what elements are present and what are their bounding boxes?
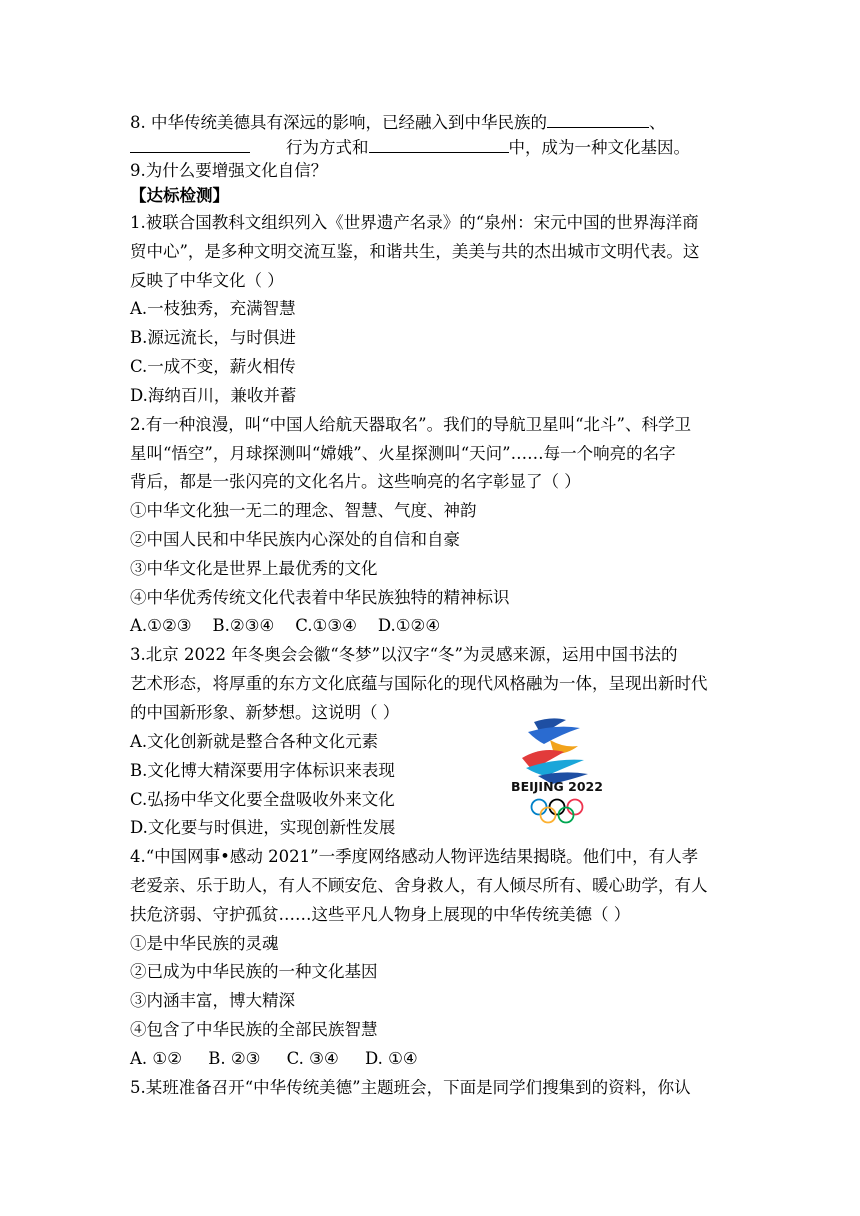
q3-line-3: 的中国新形象、新梦想。这说明（ ） [130, 703, 400, 722]
q8-blank-2 [130, 135, 250, 153]
beijing-2022-emblem [492, 714, 622, 829]
q2-item-2: ②中国人民和中华民族内心深处的自信和自豪 [130, 530, 460, 549]
q4-item-3: ③内涵丰富，博大精深 [130, 991, 295, 1010]
q8-blank-3 [369, 135, 509, 153]
q4-line-1: 4.“中国网事•感动 2021”一季度网络感动人物评选结果揭晓。他们中，有人孝 [130, 847, 699, 866]
q2-answers: A.①②③ B.②③④ C.①③④ D.①②④ [130, 616, 441, 635]
q8-line-2 [130, 135, 740, 159]
q1-option-d: D.海纳百川，兼收并蓄 [130, 386, 297, 405]
q8-text-1: 8. 中华传统美德具有深远的影响，已经融入到中华民族的 [130, 113, 547, 132]
q2-item-3: ③中华文化是世界上最优秀的文化 [130, 559, 378, 578]
q3-option-a: A.文化创新就是整合各种文化元素 [130, 732, 379, 751]
q8-line-1 [130, 110, 740, 134]
q9-text: 9.为什么要增强文化自信？ [130, 161, 328, 180]
q3-option-c: C.弘扬中华文化要全盘吸收外来文化 [130, 790, 395, 809]
olympic-ring-blue [532, 800, 547, 815]
olympic-ring-green [559, 808, 574, 823]
q3-option-b: B.文化博大精深要用字体标识来表现 [130, 761, 395, 780]
olympic-ring-black [550, 800, 565, 815]
q4-item-1: ①是中华民族的灵魂 [130, 934, 279, 953]
beijing-2022-emblem-icon [492, 714, 622, 829]
q1-line-1: 1.被联合国教科文组织列入《世界遗产名录》的“泉州：宋元中国的世界海洋商 [130, 213, 699, 232]
olympic-ring-red [568, 800, 583, 815]
q3-line-2: 艺术形态，将厚重的东方文化底蕴与国际化的现代风格融为一体，呈现出新时代 [130, 674, 708, 693]
q1-line-3: 反映了中华文化（ ） [130, 271, 284, 290]
emblem-wordmark: BEIJING 2022 [511, 779, 603, 794]
q2-line-3: 背后，都是一张闪亮的文化名片。这些响亮的名字彰显了（ ） [130, 472, 581, 491]
q2-line-1: 2.有一种浪漫，叫“中国人给航天器取名”。我们的导航卫星叫“北斗”、科学卫 [130, 415, 691, 434]
q3-line-1: 3.北京 2022 年冬奥会会徽“冬梦”以汉字“冬”为灵感来源，运用中国书法的 [130, 645, 678, 664]
q4-line-3: 扶危济弱、守护孤贫……这些平凡人物身上展现的中华传统美德（ ） [130, 905, 631, 924]
q8-blank-1 [547, 110, 649, 128]
q1-option-b: B.源远流长，与时俱进 [130, 328, 296, 347]
q8-text-3: 中，成为一种文化基因。 [508, 138, 690, 157]
q8-text-2: 行为方式和 [286, 138, 369, 157]
q4-answers: A. ①② B. ②③ C. ③④ D. ①④ [130, 1049, 418, 1068]
q4-item-2: ②已成为中华民族的一种文化基因 [130, 962, 378, 981]
q1-option-a: A.一枝独秀，充满智慧 [130, 299, 296, 318]
q3-option-d: D.文化要与时俱进，实现创新性发展 [130, 818, 396, 837]
q8-sep: 、 [649, 113, 666, 132]
section-title: 【达标检测】 [130, 186, 229, 205]
olympic-ring-yellow [541, 808, 556, 823]
q1-option-c: C.一成不变，薪火相传 [130, 357, 296, 376]
q1-line-2: 贸中心”，是多种文明交流互鉴，和谐共生，美美与共的杰出城市文明代表。这 [130, 242, 700, 261]
q4-item-4: ④包含了中华民族的全部民族智慧 [130, 1020, 378, 1039]
q5-line-1: 5.某班准备召开“中华传统美德”主题班会，下面是同学们搜集到的资料，你认 [130, 1078, 691, 1097]
q2-item-1: ①中华文化独一无二的理念、智慧、气度、神韵 [130, 501, 477, 520]
q4-line-2: 老爱亲、乐于助人，有人不顾安危、舍身救人，有人倾尽所有、暖心助学，有人 [130, 876, 708, 895]
q2-line-2: 星叫“悟空”，月球探测叫“嫦娥”、火星探测叫“天问”……每一个响亮的名字 [130, 444, 676, 463]
q2-item-4: ④中华优秀传统文化代表着中华民族独特的精神标识 [130, 588, 510, 607]
